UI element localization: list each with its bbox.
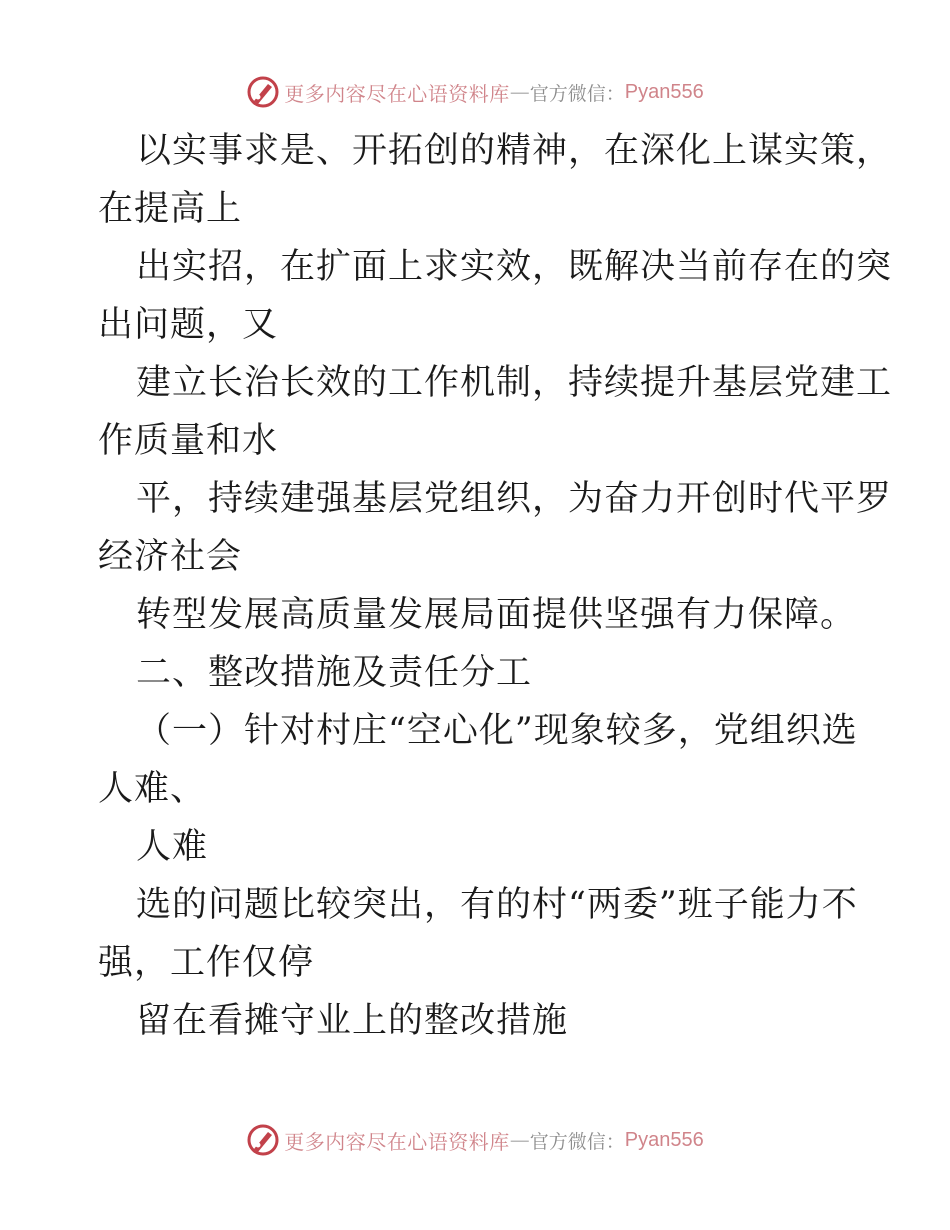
- text-line: 出实招，在扩面上求实效，既解决当前存在的突: [136, 247, 893, 287]
- text-line: 经济社会: [98, 537, 243, 577]
- text-line: 留在看摊守业上的整改措施: [136, 1001, 569, 1041]
- watermark-separator: —: [509, 1128, 530, 1152]
- text-line: 平，持续建强基层党组织，为奋力开创时代平罗: [136, 479, 893, 519]
- footer-watermark: [0, 1120, 950, 1160]
- watermark-wechat-id: Pyan556: [624, 80, 704, 103]
- text-line: 出问题，又: [98, 305, 279, 345]
- text-line: 强，工作仅停: [98, 943, 315, 983]
- watermark-wechat-label: 官方微信：: [529, 1130, 625, 1153]
- header-watermark: [0, 72, 950, 112]
- pen-logo-icon: [246, 1123, 280, 1157]
- watermark-separator: —: [509, 80, 530, 104]
- text-line: 转型发展高质量发展局面提供坚强有力保障。: [136, 595, 857, 635]
- text-line: 建立长治长效的工作机制，持续提升基层党建工: [136, 363, 893, 403]
- text-line: 人难: [136, 827, 209, 867]
- text-line: 选的问题比较突出，有的村“两委”班子能力不: [136, 885, 858, 925]
- watermark-wechat-label: 官方微信：: [529, 82, 625, 105]
- text-line: 作质量和水: [98, 421, 279, 461]
- watermark-wechat-id: Pyan556: [624, 1128, 704, 1151]
- text-line: （一）针对村庄“空心化”现象较多，党组织选: [136, 711, 858, 751]
- section-heading: 二、整改措施及责任分工: [136, 653, 533, 693]
- text-line: 人难、: [98, 769, 207, 809]
- text-line: 在提高上: [98, 189, 243, 229]
- text-line: 以实事求是、开拓创的精神，在深化上谋实策，: [136, 131, 893, 171]
- document-body: [98, 122, 893, 1050]
- watermark-text: 更多内容尽在心语资料库: [284, 1129, 510, 1154]
- watermark-text: 更多内容尽在心语资料库: [284, 81, 510, 106]
- pen-logo-icon: [246, 75, 280, 109]
